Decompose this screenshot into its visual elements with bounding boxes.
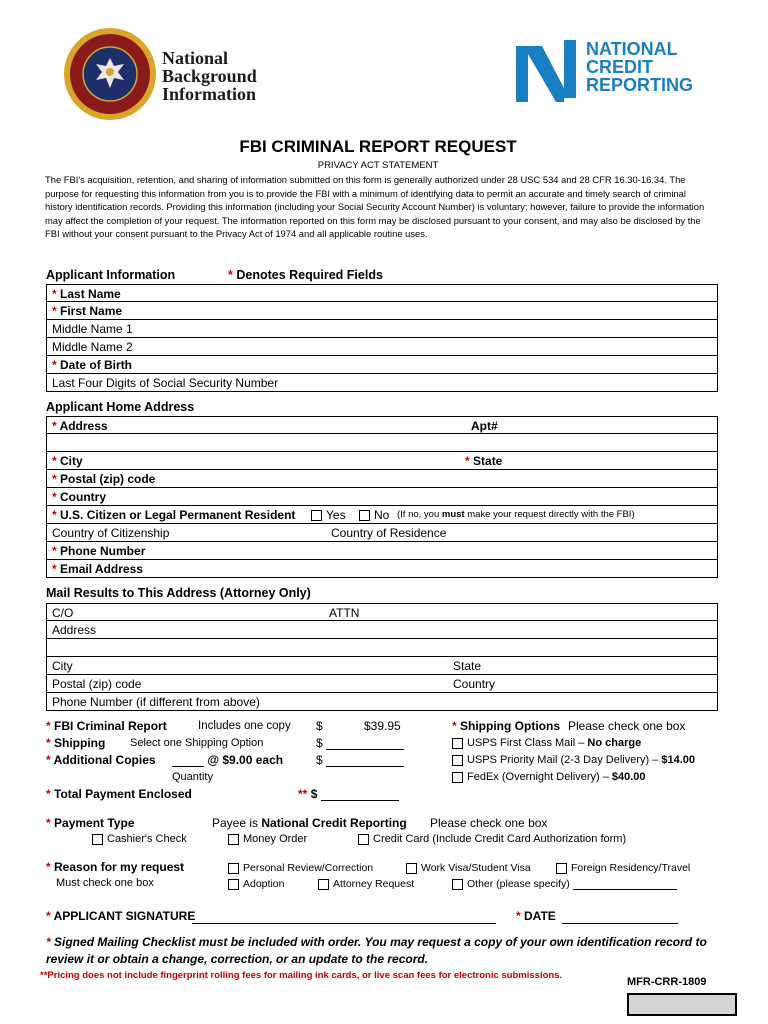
includes-copy-note: Includes one copy — [198, 720, 291, 732]
quantity-label: Quantity — [172, 771, 213, 783]
copies-label: * Additional Copies — [46, 753, 156, 767]
reason-other-input[interactable] — [573, 878, 677, 890]
shipping-amount-field[interactable]: $ — [316, 736, 404, 750]
reason-label: * Reason for my request — [46, 860, 185, 874]
checkbox-icon — [452, 772, 463, 783]
money-order-checkbox[interactable]: Money Order — [228, 833, 307, 845]
first-name-field[interactable]: * First Name — [46, 302, 718, 320]
co-field[interactable]: C/O ATTN — [46, 603, 718, 621]
page-title: FBI CRIMINAL REPORT REQUEST — [239, 137, 517, 156]
total-amount-field[interactable]: ** $ — [298, 787, 399, 801]
applicant-info-heading: Applicant Information — [46, 268, 176, 282]
email-field[interactable]: * Email Address — [46, 560, 718, 578]
ssn-last-four-field[interactable]: Last Four Digits of Social Security Number — [46, 374, 718, 392]
reason-foreign-residency-checkbox[interactable]: Foreign Residency/Travel — [556, 862, 690, 874]
checkbox-icon — [228, 834, 239, 845]
shipping-note: Select one Shipping Option — [130, 737, 264, 749]
reason-sub: Must check one box — [56, 877, 154, 889]
citizenship-field[interactable]: Country of Citizenship Country of Residence — [46, 524, 718, 542]
mail-phone-field[interactable]: Phone Number (if different from above) — [46, 693, 718, 711]
copies-amount-field[interactable]: $ — [316, 753, 404, 767]
total-label: * Total Payment Enclosed — [46, 787, 192, 801]
copies-quantity-field[interactable]: @ $9.00 each — [172, 753, 283, 767]
citizen-no-note: (If no, you must make your request directly with the FBI) — [397, 509, 635, 520]
mail-address-field[interactable]: Address — [46, 621, 718, 639]
address-field[interactable]: * Address Apt# — [46, 416, 718, 434]
last-name-field[interactable]: * Last Name — [46, 284, 718, 302]
shipping-options-label: * Shipping Options Please check one box — [452, 719, 686, 733]
state-label: State — [473, 454, 503, 468]
checkbox-icon — [358, 834, 369, 845]
credit-card-checkbox[interactable]: Credit Card (Include Credit Card Authorization form) — [358, 833, 626, 845]
ncr-n-icon — [516, 40, 576, 102]
date-input[interactable] — [562, 911, 678, 924]
residence-label: Country of Residence — [331, 526, 447, 540]
nbi-logo — [62, 26, 158, 122]
mail-country-label: Country — [453, 677, 496, 691]
phone-field[interactable]: * Phone Number — [46, 542, 718, 560]
ncr-logo — [516, 40, 576, 102]
nbi-name-line2: Background — [162, 66, 257, 86]
city-field[interactable]: * City * State — [46, 452, 718, 470]
citizen-field: * U.S. Citizen or Legal Permanent Resident Yes No (If no, you must make your request directly with the FBI) — [46, 506, 718, 524]
required-note: * Denotes Required Fields — [228, 268, 383, 282]
mail-city-field[interactable]: City State — [46, 657, 718, 675]
checkbox-icon — [359, 510, 370, 521]
signature-input[interactable] — [192, 911, 496, 924]
ncr-name-line2: CREDIT — [586, 57, 653, 77]
middle-name-1-field[interactable]: Middle Name 1 — [46, 320, 718, 338]
eagle-seal-icon — [62, 26, 158, 122]
ship-first-class-checkbox[interactable]: USPS First Class Mail – No charge — [452, 737, 641, 749]
attn-label: ATTN — [329, 606, 360, 620]
privacy-text: The FBI's acquisition, retention, and sharing of information submitted on this form is generally authorized under 28 USC 534 and 28 CFR 16.30-16.34. The purpose for requesting this information from you is to provide the FBI with a minimum of identifying data to permit an accurate and timely search of criminal history identification records. Providing this information (including your Social Security Account Number) is voluntary; however, failure to provide the information may affect the completion of your request. The information reported on this form may be disclosed pursuant to your consent, and may also be disclosed by the FBI without your consent pursuant to the Privacy Act of 1974 and all applicable routine uses. — [45, 174, 705, 240]
reason-other-checkbox[interactable]: Other (please specify) — [452, 878, 677, 890]
signature-label: * APPLICANT SIGNATURE — [46, 909, 196, 923]
checkbox-icon — [452, 879, 463, 890]
checkbox-icon — [452, 738, 463, 749]
fbi-report-price: $39.95 — [364, 719, 401, 733]
shipping-label: * Shipping — [46, 736, 106, 750]
address-line-2-field[interactable] — [46, 434, 718, 452]
payee-note: Payee is National Credit Reporting — [212, 816, 407, 830]
pricing-note: **Pricing does not include fingerprint rolling fees for mailing ink cards, or live scan fees for electronic submissions. — [40, 970, 563, 981]
date-of-birth-field[interactable]: * Date of Birth — [46, 356, 718, 374]
checklist-note: * Signed Mailing Checklist must be included with order. You may request a copy of your own identification record to review it or obtain a change, correction, or an update to the record. — [46, 935, 707, 966]
payment-check-note: Please check one box — [430, 816, 548, 830]
reason-personal-checkbox[interactable]: Personal Review/Correction — [228, 862, 373, 874]
apt-label: Apt# — [471, 419, 498, 433]
checkbox-icon — [452, 755, 463, 766]
citizen-yes-checkbox[interactable]: Yes — [311, 506, 346, 524]
ncr-name-line1: NATIONAL — [586, 39, 678, 59]
checkbox-icon — [228, 879, 239, 890]
cashiers-check-checkbox[interactable]: Cashier's Check — [92, 833, 187, 845]
privacy-heading: PRIVACY ACT STATEMENT — [317, 160, 439, 171]
mail-state-label: State — [453, 659, 482, 673]
home-address-heading: Applicant Home Address — [46, 400, 195, 414]
checkbox-icon — [318, 879, 329, 890]
ship-fedex-checkbox[interactable]: FedEx (Overnight Delivery) – $40.00 — [452, 771, 646, 783]
mail-address-line-2-field[interactable] — [46, 639, 718, 657]
mail-postal-field[interactable]: Postal (zip) code Country — [46, 675, 718, 693]
dollar-sign: $ — [316, 719, 323, 733]
mail-results-heading: Mail Results to This Address (Attorney Only) — [46, 586, 311, 600]
checkbox-icon — [406, 863, 417, 874]
nbi-name-line3: Information — [162, 84, 256, 104]
date-label: * DATE — [516, 909, 556, 923]
office-use-box — [627, 993, 737, 1016]
ship-priority-checkbox[interactable]: USPS Priority Mail (2-3 Day Delivery) – $14.00 — [452, 754, 695, 766]
reason-adoption-checkbox[interactable]: Adoption — [228, 878, 284, 890]
nbi-name-line1: National — [162, 48, 229, 68]
middle-name-2-field[interactable]: Middle Name 2 — [46, 338, 718, 356]
citizen-no-checkbox[interactable]: No — [359, 506, 389, 524]
payment-type-label: * Payment Type — [46, 816, 135, 830]
ncr-name-line3: REPORTING — [586, 75, 694, 95]
checkbox-icon — [556, 863, 567, 874]
reason-attorney-checkbox[interactable]: Attorney Request — [318, 878, 414, 890]
checkbox-icon — [92, 834, 103, 845]
reason-work-visa-checkbox[interactable]: Work Visa/Student Visa — [406, 862, 531, 874]
fbi-report-label: * FBI Criminal Report — [46, 719, 167, 733]
form-code: MFR-CRR-1809 — [627, 976, 707, 988]
postal-code-field[interactable]: * Postal (zip) code — [46, 470, 718, 488]
checkbox-icon — [311, 510, 322, 521]
country-field[interactable]: * Country — [46, 488, 718, 506]
checkbox-icon — [228, 863, 239, 874]
